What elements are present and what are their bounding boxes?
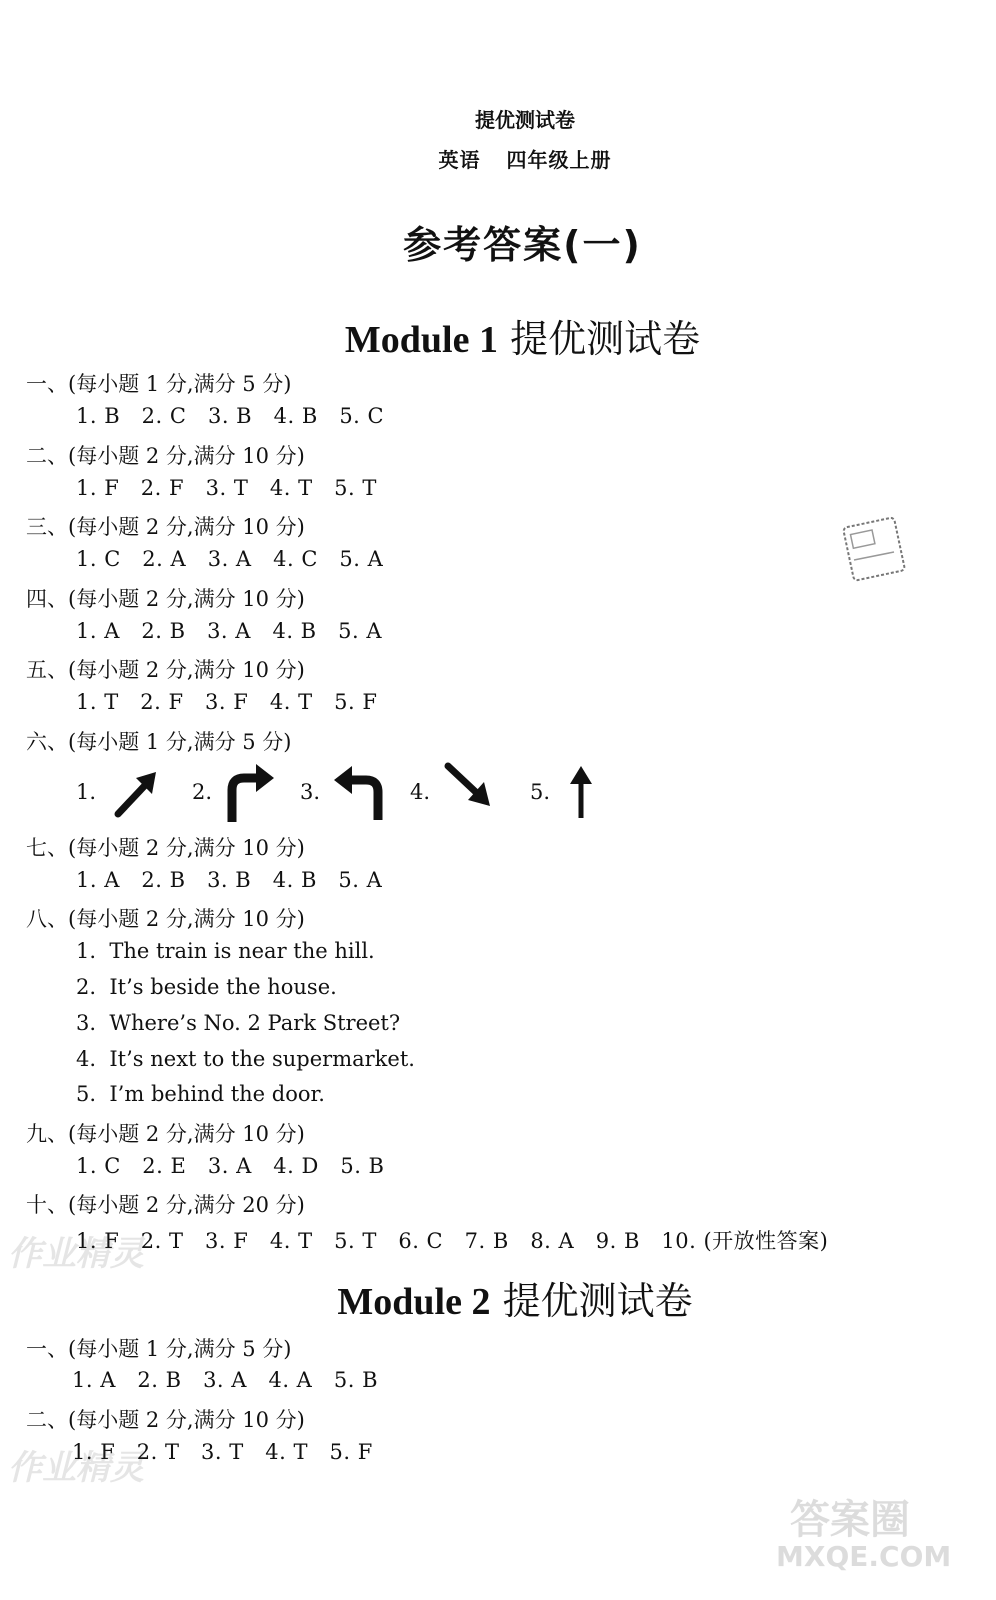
m1-section-7-label: 七、(每小题 2 分,满分 10 分) (26, 836, 305, 860)
m2-section-1-label: 一、(每小题 1 分,满分 5 分) (26, 1337, 292, 1361)
arrow-up-icon (566, 764, 596, 820)
subject-label: 英语 (438, 148, 481, 172)
module-1-title (0, 308, 996, 363)
stamp-icon (842, 516, 906, 582)
m1-section-10-answers: 1. F 2. T 3. F 4. T 5. T 6. C 7. B 8. A 9. B 10. (开放性答案) (76, 1229, 829, 1253)
page-title: 参考答案(一) (403, 223, 642, 267)
book-subtitle (0, 144, 996, 173)
m1-section-8-sentence-2: 2. It’s beside the house. (76, 975, 337, 999)
m1-section-3-label: 三、(每小题 2 分,满分 10 分) (26, 515, 305, 539)
m1-section-7-answers: 1. A 2. B 3. B 4. B 5. A (76, 868, 383, 892)
m1-section-8-sentence-4: 4. It’s next to the supermarket. (76, 1047, 415, 1071)
arrow-answer-4-label: 4. (410, 780, 431, 804)
watermark-zuoye-jingling-2: 作业精灵 (8, 1448, 144, 1488)
m1-section-8-sentence-3: 3. Where’s No. 2 Park Street? (76, 1011, 401, 1035)
arrow-down-right-icon (442, 760, 494, 810)
arrow-answer-3-label: 3. (300, 780, 321, 804)
watermark-zuoye-jingling: 作业精灵 (8, 1234, 144, 1274)
m1-section-9-label: 九、(每小题 2 分,满分 10 分) (26, 1122, 305, 1146)
m1-section-4-answers: 1. A 2. B 3. A 4. B 5. A (76, 619, 383, 643)
arrow-answer-1-label: 1. (76, 780, 97, 804)
watermark-mxqe: MXQE.COM (776, 1540, 952, 1573)
book-title: 提优测试卷 (475, 108, 575, 132)
m1-section-8-label: 八、(每小题 2 分,满分 10 分) (26, 907, 305, 931)
turn-right-arrow-icon (224, 762, 276, 824)
m1-section-1-label: 一、(每小题 1 分,满分 5 分) (26, 372, 292, 396)
m1-section-8-sentence-1: 1. The train is near the hill. (76, 939, 375, 963)
m1-section-3-answers: 1. C 2. A 3. A 4. C 5. A (76, 547, 384, 571)
watermark-daanquan: 答案圈 (790, 1496, 910, 1543)
m1-section-5-answers: 1. T 2. F 3. F 4. T 5. F (76, 690, 378, 714)
m2-section-2-answers: 1. F 2. T 3. T 4. T 5. F (72, 1440, 373, 1464)
module-1-subtitle: 提优测试卷 (510, 317, 701, 361)
grade-label: 四年级上册 (506, 148, 612, 172)
arrow-answer-5-label: 5. (530, 780, 551, 804)
module-2-title (0, 1270, 996, 1325)
m1-section-6-label: 六、(每小题 1 分,满分 5 分) (26, 730, 292, 754)
m1-section-10-label: 十、(每小题 2 分,满分 20 分) (26, 1193, 305, 1217)
m1-section-4-label: 四、(每小题 2 分,满分 10 分) (26, 587, 305, 611)
m1-section-9-answers: 1. C 2. E 3. A 4. D 5. B (76, 1154, 385, 1178)
m2-section-1-answers: 1. A 2. B 3. A 4. A 5. B (72, 1368, 379, 1392)
m1-section-2-label: 二、(每小题 2 分,满分 10 分) (26, 444, 305, 468)
module-2-subtitle: 提优测试卷 (502, 1279, 693, 1323)
m2-section-2-label: 二、(每小题 2 分,满分 10 分) (26, 1408, 305, 1432)
turn-left-arrow-icon (332, 762, 388, 822)
m1-section-5-label: 五、(每小题 2 分,满分 10 分) (26, 658, 305, 682)
module-1-name: Module 1 (344, 319, 498, 361)
module-2-name: Module 2 (337, 1281, 491, 1323)
arrow-up-right-icon (112, 768, 162, 820)
m1-section-1-answers: 1. B 2. C 3. B 4. B 5. C (76, 404, 385, 428)
arrow-answer-2-label: 2. (192, 780, 213, 804)
m1-section-2-answers: 1. F 2. F 3. T 4. T 5. T (76, 476, 377, 500)
m1-section-8-sentence-5: 5. I’m behind the door. (76, 1082, 325, 1106)
